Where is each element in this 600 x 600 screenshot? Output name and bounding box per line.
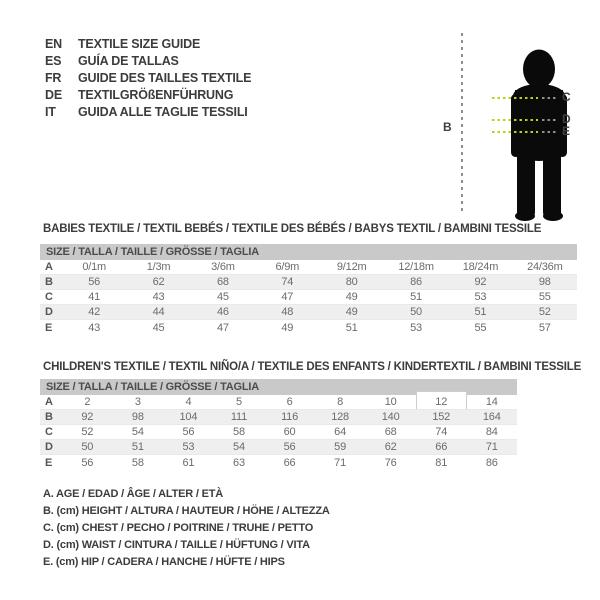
table-cell: 62 [384,441,397,453]
table-cell: 51 [410,291,422,303]
row-label: E [45,456,53,469]
language-row [45,87,251,104]
row-label: A [45,396,53,408]
table-cell: 152 [432,411,451,423]
legend-item: E. (cm) HIP / CADERA / HANCHE / HÜFTE / HIPS [43,556,285,568]
table-cell: 86 [485,456,498,469]
chest-measure-line [492,97,538,99]
legend-item: A. AGE / EDAD / ÂGE / ALTER / ETÀ [43,488,224,500]
table-row [40,425,517,440]
row-label: E [45,321,53,334]
table-cell: 47 [281,291,294,303]
table-cell: 58 [131,456,144,469]
table-cell: 53 [474,291,487,303]
row-label: A [45,261,53,273]
table-cell: 44 [152,306,165,318]
table-cell: 50 [410,306,422,318]
waist-measure-line [492,119,538,121]
language-row [45,70,251,87]
height-measure-line [461,33,463,215]
chest-measure-line-ext [542,97,558,99]
table-cell: 56 [88,276,101,288]
table-cell: 56 [182,426,195,438]
hip-measure-line [492,131,538,133]
table-cell: 41 [88,291,101,303]
table-cell: 3/6m [211,261,235,273]
table-cell: 8 [337,396,344,408]
table-cell: 62 [152,276,165,288]
table-row [40,440,517,455]
table-cell: 98 [538,276,551,288]
language-code: DE [45,88,62,102]
table-cell: 52 [81,426,94,438]
language-code: FR [45,71,62,85]
table-cell: 68 [217,276,229,288]
legend-item: B. (cm) HEIGHT / ALTURA / HAUTEUR / HÖHE / ALTEZZA [43,505,330,517]
size-header-bar: SIZE / TALLA / TAILLE / GRÖSSE / TAGLIA [40,379,517,395]
table-cell: 81 [435,456,448,469]
table-cell: 42 [88,306,101,318]
table-cell: 58 [233,426,245,438]
table-cell: 80 [345,276,358,288]
language-row [45,36,251,53]
children-table-title: CHILDREN'S TEXTILE / TEXTIL NIÑO/A / TEXTILE DES ENFANTS / KINDERTEXTIL / BAMBINI TESSILE [43,361,582,373]
waist-label: D [562,112,571,126]
table-row [40,305,577,320]
table-cell: 12 [435,396,448,408]
language-title: TEXTILGRÖßENFÜHRUNG [78,88,234,102]
table-cell: 54 [233,441,245,453]
babies-size-table [40,244,577,335]
table-cell: 66 [283,456,296,469]
table-cell: 43 [152,291,165,303]
table-cell: 53 [410,321,422,334]
language-code: EN [45,37,62,51]
table-cell: 51 [131,441,144,453]
table-cell: 116 [281,411,298,423]
table-cell: 61 [182,456,195,469]
table-cell: 53 [182,441,195,453]
language-code: ES [45,54,62,68]
size-figure [430,15,590,225]
legend-item: D. (cm) WAIST / CINTURA / TAILLE / HÜFTUNG / VITA [43,539,310,551]
table-cell: 48 [281,306,294,318]
table-cell: 6/9m [275,261,300,273]
table-cell: 56 [81,456,94,469]
table-cell: 64 [334,426,347,438]
table-cell: 2 [84,396,91,408]
language-row [45,53,251,70]
table-row [40,275,577,290]
table-cell: 104 [179,411,198,423]
table-cell: 140 [381,411,400,423]
table-cell: 12/18m [398,261,434,273]
table-cell: 49 [281,321,294,334]
row-label: B [45,276,53,288]
children-size-table [40,379,517,470]
row-label: C [45,291,53,303]
table-cell: 4 [185,396,192,408]
language-code: IT [45,105,56,119]
table-cell: 92 [474,276,487,288]
table-cell: 111 [230,411,248,423]
table-cell: 50 [81,441,94,453]
table-cell: 68 [384,426,397,438]
hip-label: E [562,124,571,138]
table-row [40,455,517,470]
table-cell: 56 [283,441,296,453]
table-cell: 49 [345,291,358,303]
table-cell: 24/36m [527,261,563,273]
table-cell: 63 [233,456,245,469]
table-cell: 98 [131,411,144,423]
table-cell: 1/3m [146,261,171,273]
table-cell: 55 [474,321,487,334]
babies-table-title: BABIES TEXTILE / TEXTIL BEBÉS / TEXTILE DES BÉBÉS / BABYS TEXTIL / BAMBINI TESSILE [43,223,542,235]
table-cell: 0/1m [82,261,107,273]
table-cell: 71 [334,456,347,469]
height-label: B [443,120,452,134]
size-header-bar: SIZE / TALLA / TAILLE / GRÖSSE / TAGLIA [40,244,577,260]
table-cell: 45 [152,321,165,334]
legend-item: C. (cm) CHEST / PECHO / POITRINE / TRUHE / PETTO [43,522,314,534]
row-label: B [45,411,53,423]
table-cell: 45 [217,291,229,303]
table-cell: 55 [538,291,551,303]
table-cell: 92 [81,411,94,423]
table-cell: 60 [283,426,296,438]
table-cell: 59 [334,441,347,453]
table-cell: 43 [88,321,101,334]
table-cell: 128 [331,411,349,423]
measurement-legend [43,486,330,571]
table-cell: 164 [482,411,501,423]
row-label: C [45,426,53,438]
child-silhouette-icon [470,18,590,225]
language-row [45,104,251,121]
language-title-block [45,36,251,121]
table-row [40,260,577,275]
table-cell: 54 [131,426,144,438]
table-row [40,290,577,305]
language-title: GUÍA DE TALLAS [78,54,179,68]
waist-measure-line-ext [542,119,558,121]
table-row [40,410,517,425]
table-cell: 74 [281,276,294,288]
table-cell: 74 [435,426,448,438]
language-title: TEXTILE SIZE GUIDE [78,37,201,51]
table-cell: 47 [217,321,229,334]
language-title: GUIDE DES TAILLES TEXTILE [78,71,252,85]
table-cell: 51 [474,306,487,318]
table-cell: 51 [345,321,358,334]
table-cell: 9/12m [336,261,367,273]
table-cell: 5 [236,396,242,408]
table-cell: 18/24m [462,261,499,273]
language-title: GUIDA ALLE TAGLIE TESSILI [78,105,248,119]
chest-label: C [562,90,571,104]
table-row [40,320,577,335]
table-cell: 76 [384,456,397,469]
table-cell: 6 [286,396,293,408]
table-row [40,395,517,410]
table-cell: 3 [134,396,141,408]
table-cell: 57 [538,321,551,334]
table-cell: 52 [538,306,551,318]
table-cell: 10 [384,396,397,408]
row-label: D [45,441,53,453]
table-cell: 86 [410,276,422,288]
hip-measure-line-ext [542,131,558,133]
row-label: D [45,306,53,318]
table-cell: 46 [217,306,229,318]
table-cell: 71 [485,441,498,453]
table-cell: 66 [435,441,448,453]
table-cell: 84 [485,426,498,438]
table-cell: 49 [345,306,358,318]
table-cell: 14 [485,396,498,408]
